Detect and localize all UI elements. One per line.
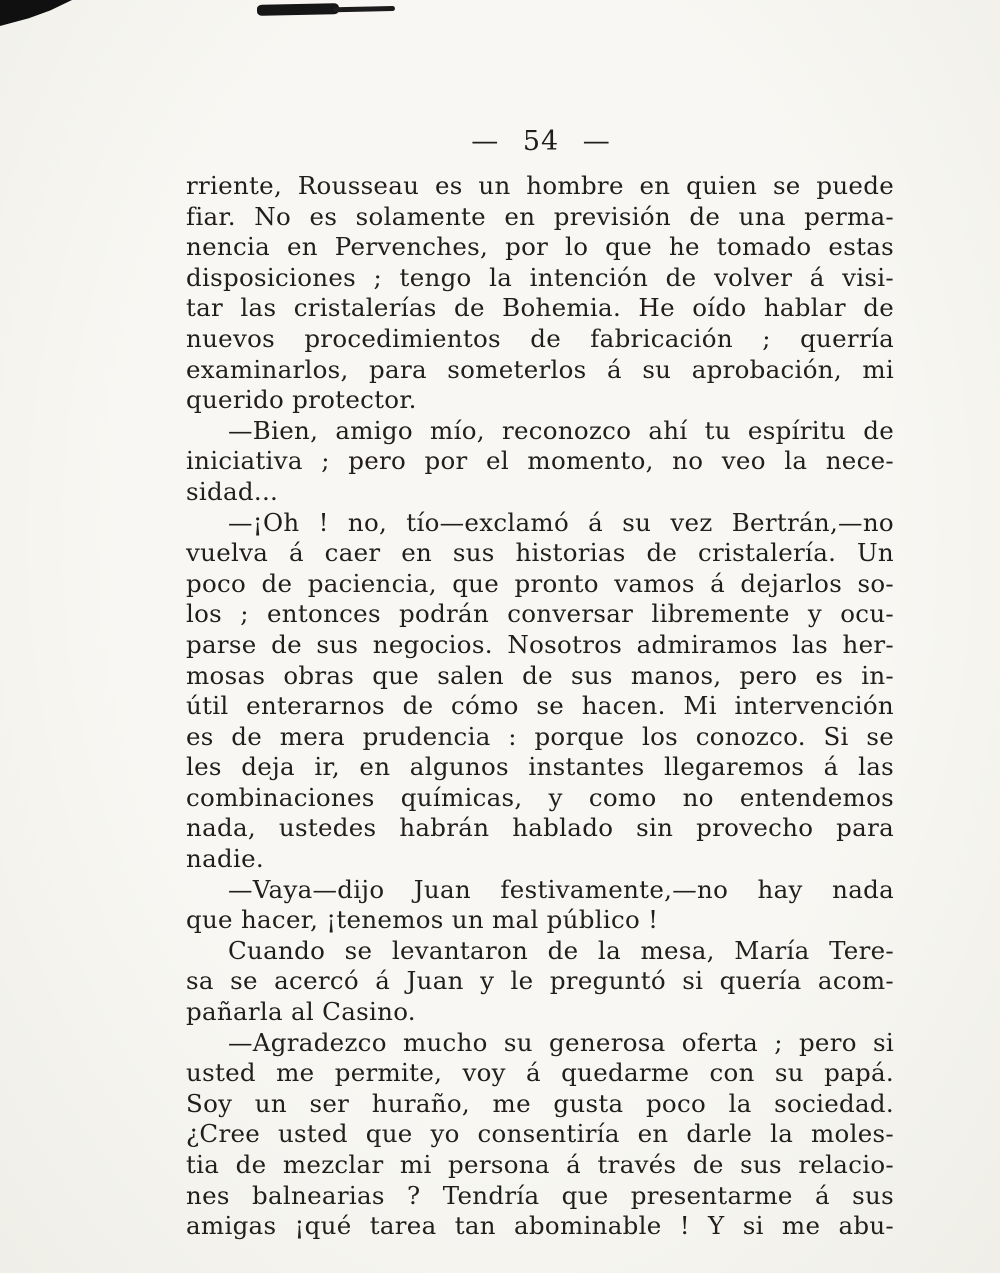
text-line: amigas ¡qué tarea tan abominable ! Y si me abu- — [186, 1211, 894, 1241]
text-line: —Agradezco mucho su generosa oferta ; pero si — [228, 1027, 894, 1057]
scan-artifact-corner — [0, 0, 72, 26]
text-line: —Bien, amigo mío, reconozco ahí tu espíritu de — [228, 415, 894, 445]
text-line: parse de sus negocios. Nosotros admiramos las her- — [186, 629, 894, 659]
text-line: —Vaya—dijo Juan festivamente,—no hay nada — [228, 874, 894, 904]
text-line: los ; entonces podrán conversar libremente y ocu- — [186, 599, 894, 629]
text-line: iniciativa ; pero por el momento, no veo la nece- — [186, 446, 894, 476]
text-line: fiar. No es solamente en previsión de una perma- — [186, 201, 894, 231]
text-line: nes balnearias ? Tendría que presentarme á sus — [186, 1180, 894, 1210]
page-text — [186, 171, 894, 1242]
text-line: poco de paciencia, que pronto vamos á dejarlos so- — [186, 568, 894, 598]
text-line: combinaciones químicas, y como no entendemos — [186, 782, 894, 812]
text-line: Soy un ser huraño, me gusta poco la sociedad. — [186, 1088, 894, 1118]
scan-artifact-smudge-tail — [333, 6, 395, 12]
text-line: mosas obras que salen de sus manos, pero es in- — [186, 660, 894, 690]
text-line: tar las cristalerías de Bohemia. He oído hablar de — [186, 293, 894, 323]
text-line: que hacer, ¡tenemos un mal público ! — [186, 905, 659, 935]
text-line: nadie. — [186, 844, 264, 874]
text-line: vuelva á caer en sus historias de cristalería. Un — [186, 538, 894, 568]
text-line: querido protector. — [186, 385, 417, 415]
text-line: sidad... — [186, 476, 279, 506]
text-line: nuevos procedimientos de fabricación ; querría — [186, 323, 894, 353]
text-line: sa se acercó á Juan y le preguntó si quería acom- — [186, 966, 894, 996]
text-line: pañarla al Casino. — [186, 997, 416, 1027]
scan-artifact-smudge — [257, 3, 339, 16]
text-line: nencia en Pervenches, por lo que he tomado estas — [186, 232, 894, 262]
text-line: disposiciones ; tengo la intención de volver á visi- — [186, 262, 894, 292]
text-line: útil enterarnos de cómo se hacen. Mi intervención — [186, 691, 894, 721]
page-number: — 54 — — [471, 126, 611, 157]
text-line: les deja ir, en algunos instantes llegaremos á las — [186, 752, 894, 782]
text-line: nada, ustedes habrán hablado sin provecho para — [186, 813, 894, 843]
text-line: tia de mezclar mi persona á través de sus relacio- — [186, 1150, 894, 1179]
text-line: es de mera prudencia : porque los conozco. Si se — [186, 721, 894, 751]
text-line: examinarlos, para someterlos á su aprobación, mi — [186, 354, 894, 384]
text-line: —¡Oh ! no, tío—exclamó á su vez Bertrán,—no — [228, 507, 894, 537]
text-line: usted me permite, voy á quedarme con su papá. — [186, 1058, 894, 1088]
text-line: rriente, Rousseau es un hombre en quien se puede — [186, 171, 894, 200]
text-line: Cuando se levantaron de la mesa, María Tere- — [228, 935, 894, 965]
text-line: ¿Cree usted que yo consentiría en darle la moles- — [186, 1119, 894, 1149]
